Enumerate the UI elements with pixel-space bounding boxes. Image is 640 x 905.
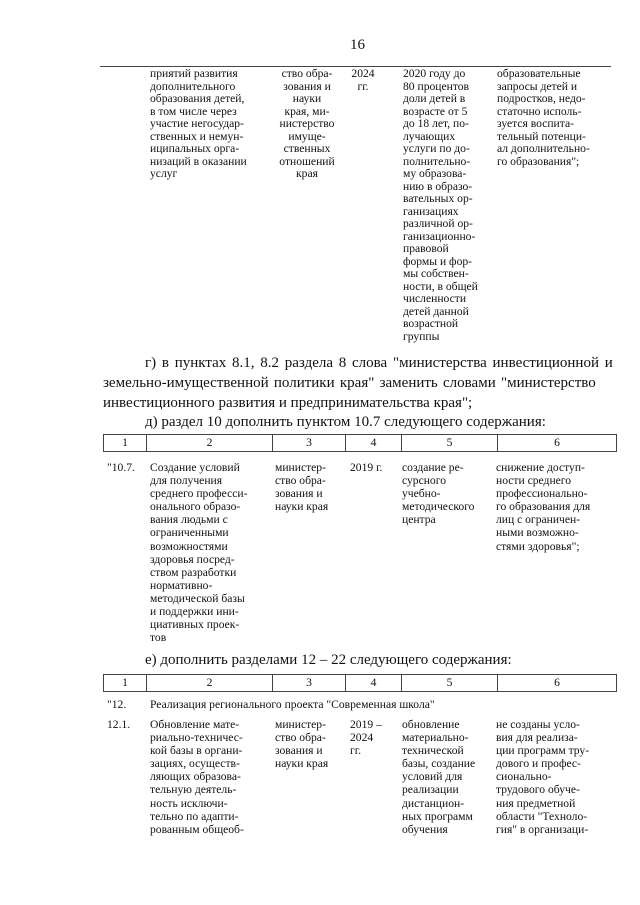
- table-cell-measure: Обновление мате- риально-техничес- кой базы в органи- зациях, осуществ- ляющих образова- тельную деятель- ность исключи- тельно по адапти- рованным общеоб-: [150, 718, 244, 836]
- table-cell-consequence: образовательные запросы детей и подростков, недо- статочно исполь- зуется воспита- тельный потенци- ал дополнительно- го образования";: [497, 67, 590, 168]
- column-header: 2: [146, 675, 272, 691]
- column-header: 2: [146, 435, 272, 451]
- table-cell-consequence: не созданы усло- вия для реализа- ции программ тру- дового и профес- сионально- трудового обуче- ния предметной области "Техноло- гия" в организаци-: [496, 718, 590, 836]
- column-header: 6: [497, 675, 616, 691]
- table-cell-period: 2024 гг.: [351, 67, 375, 93]
- table-header-row: [103, 434, 617, 452]
- paragraph-g-line3: инвестиционного развития и предпринимательства края";: [103, 395, 473, 411]
- paragraph-g-line1: г) в пунктах 8.1, 8.2 раздела 8 слова "министерства инвестиционной и: [145, 355, 613, 371]
- table-cell-responsible: министер- ство обра- зования и науки края: [275, 718, 329, 771]
- column-header: 1: [122, 676, 128, 689]
- column-header: 3: [272, 675, 345, 691]
- section-number: "12.: [107, 698, 127, 711]
- column-header: 6: [497, 435, 616, 451]
- page-number: 16: [350, 37, 365, 53]
- table-cell-result: создание ре- сурсного учебно- методического центра: [402, 461, 475, 527]
- table-cell-measure: Создание условий для получения среднего професси- онального образо- вания людьми с ограниченными возможностями здоровья посред- ством разработки нормативно- методической базы и поддержки ини- циативных проек- тов: [150, 461, 248, 645]
- table-header-row: [103, 674, 617, 692]
- table-cell-measure: приятий развития дополнительного образования детей, в том числе через участие негосудар- ственных и немун- иципальных орга- низаций в оказании услуг: [150, 67, 247, 180]
- table-cell-number: 12.1.: [107, 718, 131, 731]
- table-cell-responsible: министер- ство обра- зования и науки края: [275, 461, 329, 514]
- paragraph-g-line2: земельно-имущественной политики края" заменить словами "министерство: [103, 375, 596, 391]
- paragraph-d: д) раздел 10 дополнить пунктом 10.7 следующего содержания:: [145, 414, 546, 430]
- column-header: 4: [345, 675, 401, 691]
- table-cell-period: 2019 – 2024 гг.: [350, 718, 382, 758]
- table-cell-responsible: ство обра- зования и науки края, ми- нистерство имуще- ственных отношений края: [279, 67, 335, 180]
- column-header: 3: [272, 435, 345, 451]
- column-header: 5: [401, 675, 497, 691]
- table-cell-result: обновление материально- технической базы, создание условий для реализации дистанцион- ных программ обучения: [402, 718, 476, 836]
- table-cell-result: 2020 году до 80 процентов доли детей в возрасте от 5 до 18 лет, по- лучающих услуги по до- полнительно- му образова- нию в образо- вательных ор- ганизациях различной ор- ганизационно- правовой формы и фор- мы собствен- ности, в общей численности детей данной возрастной группы: [403, 67, 478, 343]
- table-cell-number: "10.7.: [107, 461, 135, 474]
- section-title: Реализация регионального проекта "Современная школа": [150, 698, 435, 711]
- column-header: 5: [401, 435, 497, 451]
- table-cell-consequence: снижение доступ- ности среднего профессионально- го образования для лиц с ограничен- ными возможно- стями здоровья";: [496, 461, 591, 553]
- table-cell-period: 2019 г.: [350, 461, 383, 474]
- column-header: 4: [345, 435, 401, 451]
- paragraph-e: е) дополнить разделами 12 – 22 следующего содержания:: [145, 652, 512, 668]
- column-header: 1: [122, 436, 128, 449]
